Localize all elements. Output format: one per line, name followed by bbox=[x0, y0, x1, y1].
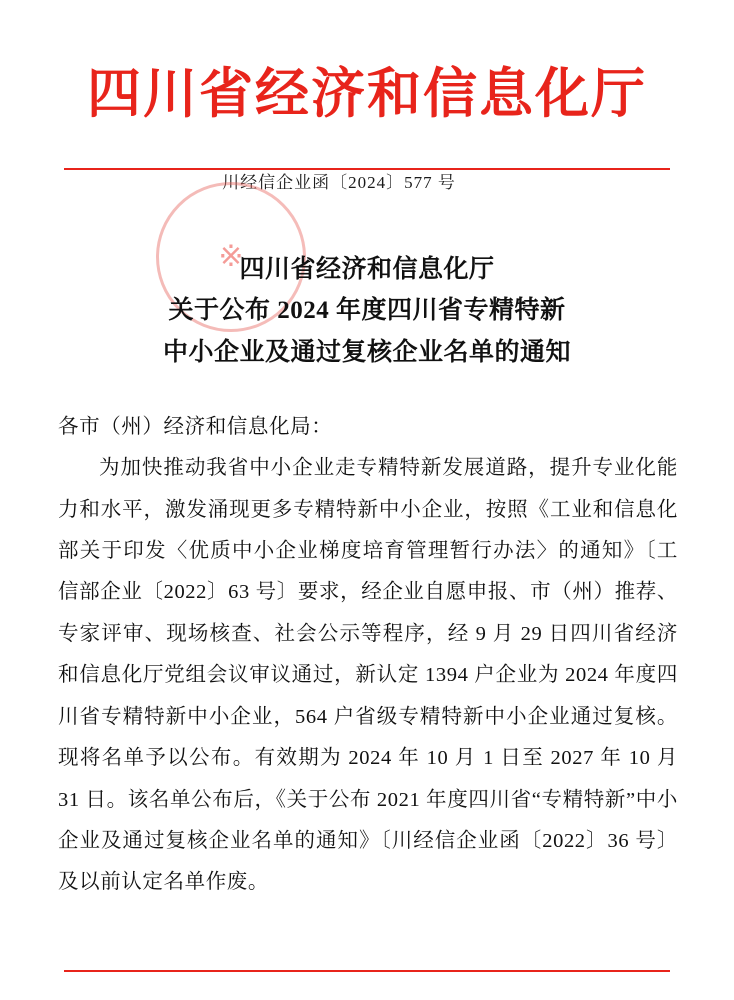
salutation: 各市（州）经济和信息化局： bbox=[58, 415, 333, 438]
seal-glyph: ※ bbox=[218, 240, 244, 273]
document-body bbox=[58, 407, 678, 904]
document-title bbox=[0, 249, 734, 373]
issuing-organization-title: 四川省经济和信息化厅 bbox=[87, 61, 647, 125]
document-number: 川经信企业函〔2024〕577 号 bbox=[222, 173, 456, 193]
document-number-row bbox=[0, 168, 734, 193]
document-header bbox=[0, 0, 734, 124]
title-line-2: 关于公布 2024 年度四川省专精特新 bbox=[168, 297, 566, 325]
header-divider-rule bbox=[64, 168, 670, 170]
title-line-3: 中小企业及通过复核企业名单的通知 bbox=[162, 338, 571, 366]
title-line-1: 四川省经济和信息化厅 bbox=[239, 256, 495, 284]
body-paragraph: 为加快推动我省中小企业走专精特新发展道路，提升专业化能力和水平，激发涌现更多专精特新中小企业，按照《工业和信息化部关于印发〈优质中小企业梯度培育管理暂行办法〉的通知》〔工信部企业〔2022〕63 号〕要求，经企业自愿申报、市（州）推荐、专家评审、现场核查、社会公示等程序，经 9 月 29 日四川省经济和信息化厅党组会议审议通过，新认定 1394 户企业为 2024 年度四川省专精特新中小企业，564 户省级专精特新中小企业通过复核。现将名单予以公布。有效期为 2024 年 10 月 1 日至 2027 年 10 月 31 日。该名单公布后，《关于公布 2021 年度四川省“专精特新”中小企业及通过复核企业名单的通知》〔川经信企业函〔2022〕36 号〕及以前认定名单作废。 bbox=[58, 457, 678, 894]
footer-divider-rule bbox=[64, 970, 670, 972]
